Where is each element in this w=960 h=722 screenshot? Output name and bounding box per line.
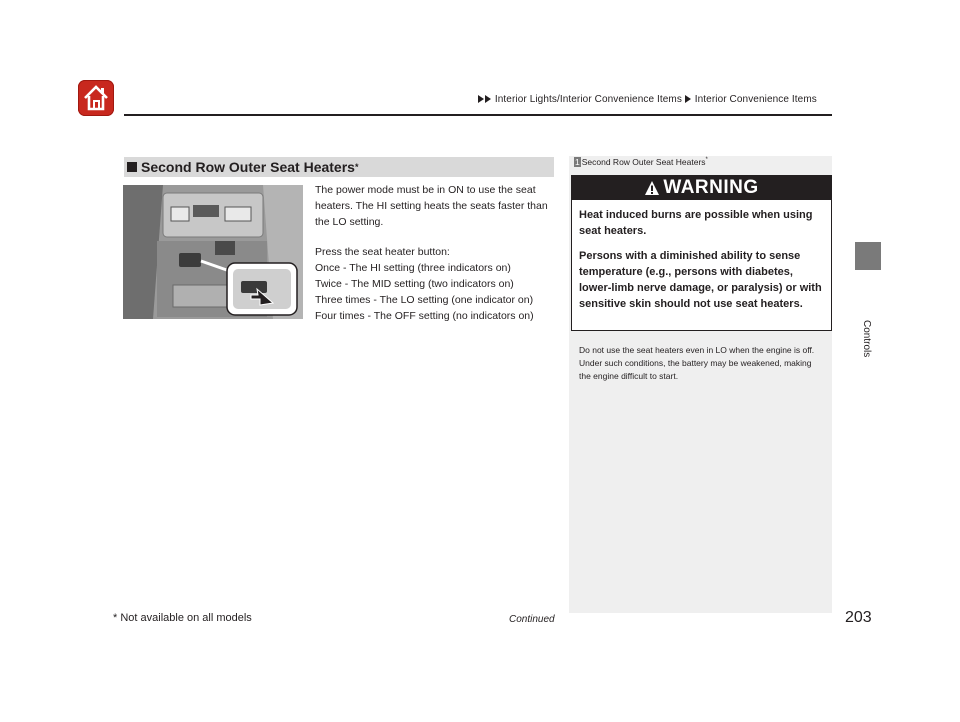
step-item: Three times - The LO setting (one indicator on) [315,294,534,306]
section-title: Second Row Outer Seat Heaters [141,159,355,175]
sidebar-title: Second Row Outer Seat Heaters [581,157,706,167]
home-button[interactable] [78,80,114,116]
breadcrumb-current: Interior Convenience Items [694,94,817,105]
warning-heading: WARNING [663,177,759,198]
step-item: Once - The HI setting (three indicators on) [315,262,511,274]
chapter-label: Controls [861,320,872,358]
sidebar-note: Do not use the seat heaters even in LO when the engine is off. Under such conditions, the battery may be weakened, making the engine difficult to start. [579,345,815,381]
sidebar-asterisk: * [705,157,708,164]
continued-label: Continued [509,614,555,625]
header-rule [124,114,832,116]
home-icon [82,84,110,112]
breadcrumb-link-interior-lights[interactable]: Interior Lights/Interior Convenience Items [494,94,682,105]
arrow-icon [485,95,491,103]
step-item: Four times - The OFF setting (no indicators on) [315,310,534,322]
instruction-text: Press the seat heater button: [315,246,450,258]
footnote: * Not available on all models [113,612,252,624]
chapter-tab[interactable] [855,242,881,270]
warning-box [571,175,832,331]
ref-number: 1 [575,157,580,167]
section-asterisk: * [354,162,359,172]
breadcrumb [478,94,817,105]
warning-text: Heat induced burns are possible when using seat heaters. [579,209,813,237]
warning-icon [644,180,660,196]
warning-text: Persons with a diminished ability to sense temperature (e.g., persons with diabetes, lower-limb nerve damage, or paralysis) or with sensitive skin should not use seat heaters. [579,250,822,310]
square-bullet-icon [127,162,137,172]
warning-header [572,176,831,200]
sidebar-heading [574,157,708,167]
arrow-icon [685,95,691,103]
body-text [315,182,560,324]
page-number: 203 [845,609,872,626]
section-heading [124,157,554,177]
body-paragraph: The power mode must be in ON to use the seat heaters. The HI setting heats the seats faster than the LO setting. [315,184,548,228]
arrow-icon [478,95,484,103]
seat-heater-illustration [123,185,303,319]
step-item: Twice - The MID setting (two indicators on) [315,278,514,290]
